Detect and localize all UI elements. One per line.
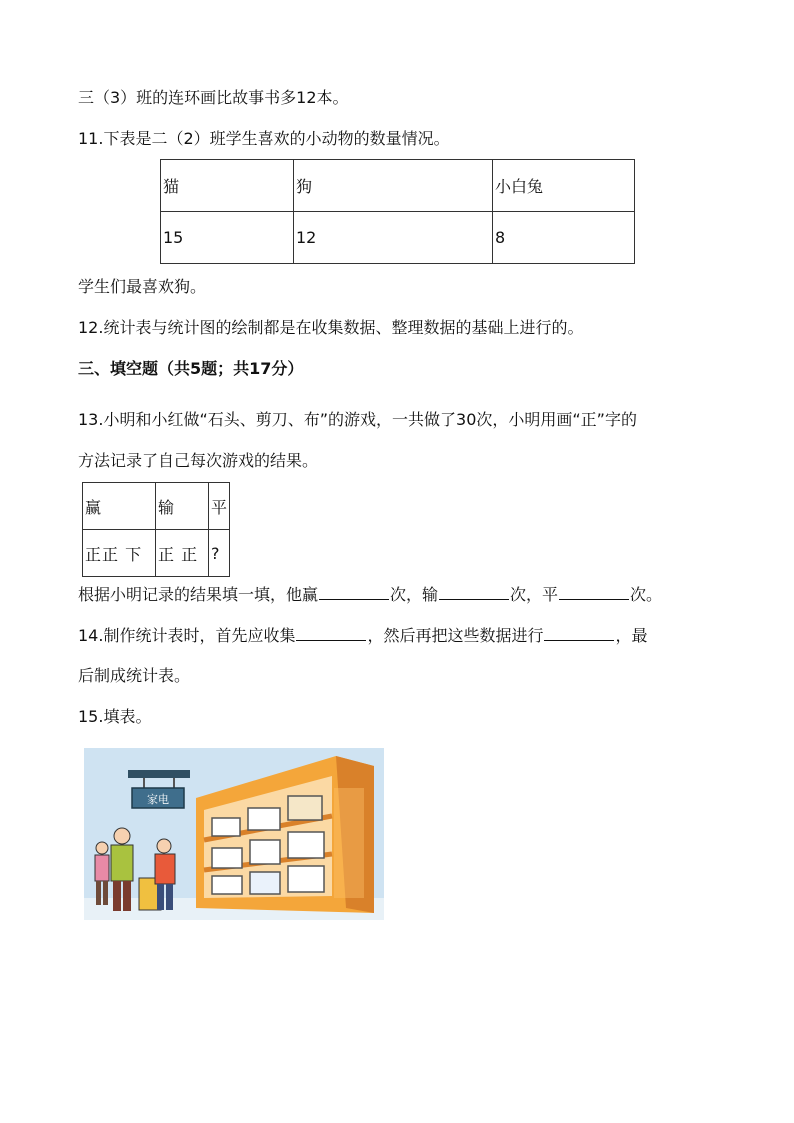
table-header-dog: 狗: [294, 160, 493, 212]
appliance-store-illustration: [84, 748, 384, 920]
answer-blank-win[interactable]: [319, 584, 389, 600]
question-13: 13.小明和小红做“石头、剪刀、布”的游戏，一共做了30次，小明用画“正”字的: [78, 410, 637, 429]
question-14: [78, 625, 647, 646]
answer-blank-lose[interactable]: [439, 584, 509, 600]
question-11: 11.下表是二（2）班学生喜欢的小动物的数量情况。: [78, 129, 450, 148]
question-13-fill: [78, 584, 662, 605]
store-sign-label: 家电: [147, 793, 169, 806]
table-header-cat: 猫: [161, 160, 294, 212]
table-row: [83, 530, 230, 577]
table-header-lose: 输: [156, 483, 209, 530]
question-13-cont: 方法记录了自己每次游戏的结果。: [78, 451, 319, 470]
table-cell-win: 正正 下: [83, 530, 156, 577]
fill-text: 14.制作统计表时，首先应收集: [78, 626, 296, 645]
table-cell-rabbit: 8: [493, 212, 635, 264]
store-sign: [128, 770, 190, 808]
table-cell-lose: 正 正: [156, 530, 209, 577]
fill-text: 根据小明记录的结果填一填，他赢: [78, 585, 319, 604]
table-row: [161, 212, 635, 264]
statement-line: 三（3）班的连环画比故事书多12本。: [78, 88, 349, 107]
table-row: [83, 483, 230, 530]
question-12: 12.统计表与统计图的绘制都是在收集数据、整理数据的基础上进行的。: [78, 318, 584, 337]
game-record-table: [82, 482, 230, 577]
table-cell-cat: 15: [161, 212, 294, 264]
answer-blank-tie[interactable]: [559, 584, 629, 600]
table-header-win: 赢: [83, 483, 156, 530]
table-cell-dog: 12: [294, 212, 493, 264]
question-15: 15.填表。: [78, 707, 152, 726]
animal-table: [160, 159, 635, 264]
statement-line: 学生们最喜欢狗。: [78, 277, 207, 296]
fill-text: 次，平: [510, 585, 559, 604]
fill-text: 次。: [630, 585, 663, 604]
table-header-tie: 平: [209, 483, 230, 530]
fill-text: ，然后再把这些数据进行: [367, 626, 544, 645]
answer-blank-collect[interactable]: [296, 625, 366, 641]
answer-blank-organize[interactable]: [544, 625, 614, 641]
fill-text: 次，输: [390, 585, 439, 604]
fill-text: ，最: [615, 626, 648, 645]
table-header-rabbit: 小白兔: [493, 160, 635, 212]
section-heading: 三、填空题（共5题；共17分）: [78, 359, 304, 378]
table-row: [161, 160, 635, 212]
question-14-cont: 后制成统计表。: [78, 666, 191, 685]
table-cell-tie: ?: [209, 530, 230, 577]
